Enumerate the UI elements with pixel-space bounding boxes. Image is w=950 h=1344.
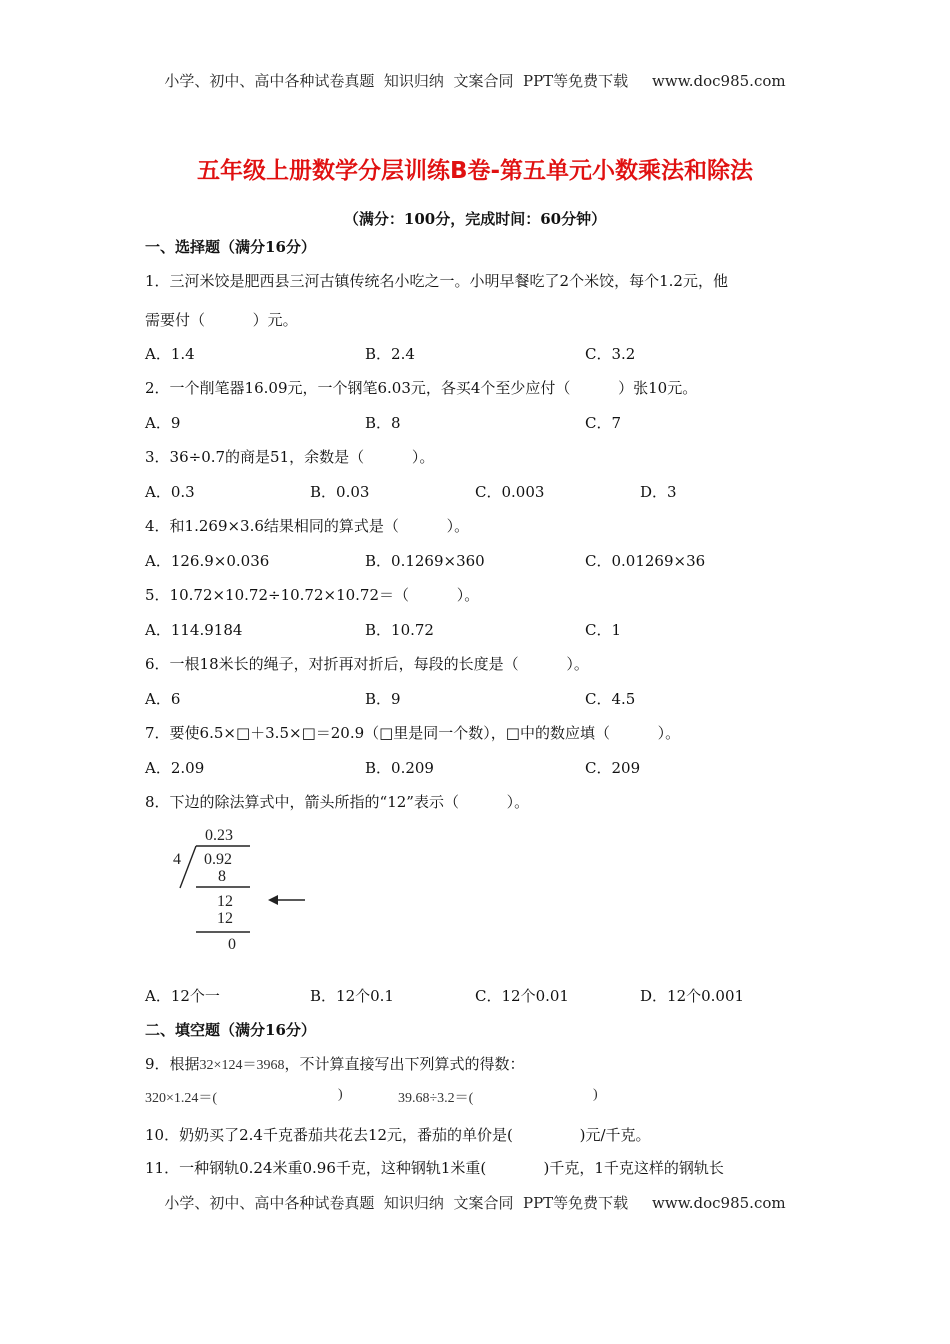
page-title: 五年级上册数学分层训练B卷-第五单元小数乘法和除法 (196, 158, 754, 184)
question-7: 7．要使6.5×□＋3.5×□＝20.9（□里是同一个数），□中的数应填（ ）。 (145, 724, 681, 742)
question-6: 6．一根18米长的绳子，对折再对折后，每段的长度是（ ）。 (145, 655, 589, 673)
question-8: 8．下边的除法算式中，箭头所指的“12”表示（ ）。 (145, 793, 530, 811)
question-1-line-2: 需要付（ ）元。 (145, 311, 298, 329)
q5-option-b: B．10.72 (365, 621, 434, 639)
q8-option-d: D．12个0.001 (640, 987, 745, 1005)
q6-option-a: A．6 (145, 690, 181, 708)
q9-expression-1: 320×1.24＝( (145, 1091, 218, 1106)
question-9 (145, 1053, 524, 1074)
question-5: 5．10.72×10.72÷10.72×10.72＝（ ）。 (145, 586, 480, 604)
division-quotient: 0.23 (205, 827, 233, 844)
section-choice-heading: 一、选择题（满分16分） (145, 238, 316, 256)
q8-option-a: A．12个一 (145, 987, 220, 1005)
q2-option-a: A．9 (145, 414, 181, 432)
q4-option-a: A．126.9×0.036 (145, 552, 270, 570)
q1-option-c: C．3.2 (585, 345, 636, 363)
page-subtitle: （满分：100分，完成时间：60分钟） (343, 210, 607, 228)
question-4: 4．和1.269×3.6结果相同的算式是（ ）。 (145, 517, 470, 535)
question-11: 11．一种钢轨0.24米重0.96千克，这种钢轨1米重( )千克，1千克这样的钢轨长 (145, 1159, 724, 1177)
section-fill-heading: 二、填空题（满分16分） (145, 1021, 316, 1039)
q9-expression-2: 39.68÷3.2＝( (398, 1091, 474, 1106)
division-bracket (180, 846, 196, 888)
question-1-line-1: 1．三河米饺是肥西县三河古镇传统名小吃之一。小明早餐吃了2个米饺，每个1.2元，他 (145, 272, 728, 290)
q8-option-b: B．12个0.1 (310, 987, 394, 1005)
arrow-head-icon (268, 895, 278, 905)
q3-option-b: B．0.03 (310, 483, 370, 501)
q2-option-c: C．7 (585, 414, 622, 432)
q6-option-c: C．4.5 (585, 690, 636, 708)
q7-option-c: C．209 (585, 759, 641, 777)
question-2: 2．一个削笔器16.09元，一个钢笔6.03元，各买4个至少应付（ ）张10元。 (145, 379, 698, 397)
question-10: 10．奶奶买了2.4千克番茄共花去12元，番茄的单价是( )元/千克。 (145, 1126, 651, 1144)
division-remainder: 0 (228, 936, 236, 953)
q1-option-b: B．2.4 (365, 345, 415, 363)
page-footer: 小学、初中、高中各种试卷真题 知识归纳 文案合同 PPT等免费下载 www.doc985.com (164, 1194, 786, 1212)
q9-close-1: ) (338, 1087, 343, 1102)
q5-option-a: A．114.9184 (145, 621, 243, 639)
q3-option-a: A．0.3 (145, 483, 195, 501)
division-step-2: 12 (217, 893, 233, 910)
q1-option-a: A．1.4 (145, 345, 195, 363)
division-step-1: 8 (218, 868, 226, 885)
division-divisor: 4 (173, 851, 181, 868)
q3-option-d: D．3 (640, 483, 677, 501)
q4-option-b: B．0.1269×360 (365, 552, 485, 570)
q5-option-c: C．1 (585, 621, 622, 639)
q7-option-a: A．2.09 (145, 759, 205, 777)
division-dividend: 0.92 (204, 851, 232, 868)
division-step-3: 12 (217, 910, 233, 927)
long-division-figure (160, 822, 320, 957)
q8-option-c: C．12个0.01 (475, 987, 569, 1005)
q9-prefix: 9．根据 (145, 1055, 200, 1073)
q9-tail: ，不计算直接写出下列算式的得数： (284, 1055, 525, 1073)
q2-option-b: B．8 (365, 414, 401, 432)
page-header: 小学、初中、高中各种试卷真题 知识归纳 文案合同 PPT等免费下载 www.doc985.com (164, 72, 786, 90)
q9-close-2: ) (593, 1087, 598, 1102)
question-3: 3．36÷0.7的商是51，余数是（ ）。 (145, 448, 435, 466)
q9-formula: 32×124＝3968 (199, 1058, 285, 1073)
q4-option-c: C．0.01269×36 (585, 552, 706, 570)
q6-option-b: B．9 (365, 690, 401, 708)
q3-option-c: C．0.003 (475, 483, 545, 501)
q7-option-b: B．0.209 (365, 759, 434, 777)
